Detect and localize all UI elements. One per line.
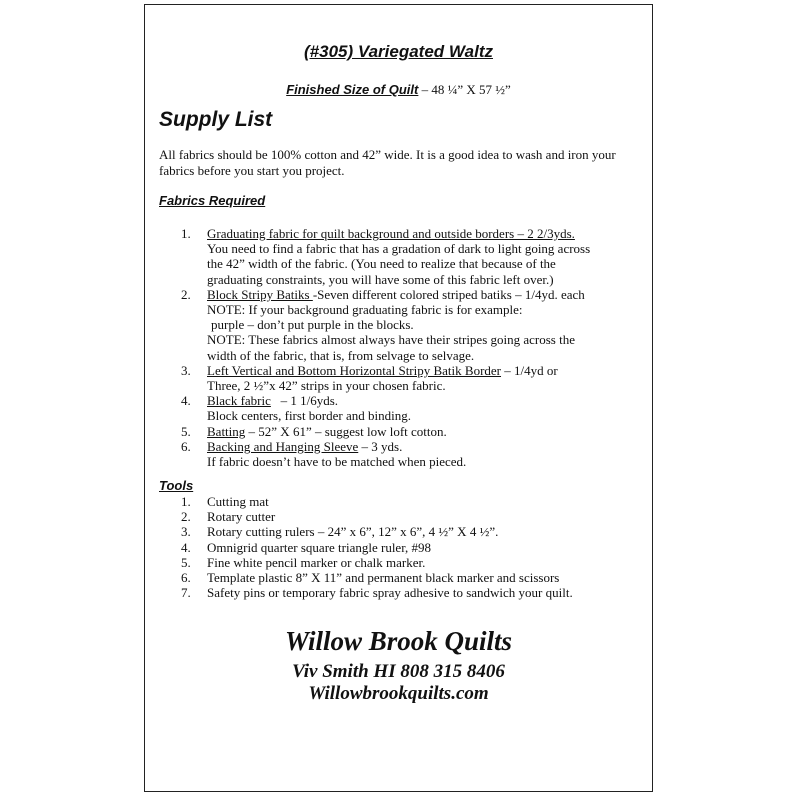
item-heading: Block Stripy Batiks <box>207 286 313 302</box>
fabric-item <box>145 363 647 393</box>
item-number: 3. <box>181 524 191 540</box>
item-number: 1. <box>181 226 191 241</box>
item-note-line: You need to find a fabric that has a gradation of dark to light going across <box>207 241 591 257</box>
tools-list <box>145 494 647 600</box>
tool-text: Template plastic 8” X 11” and permanent black marker and scissors <box>207 570 560 586</box>
pattern-page <box>144 4 653 792</box>
item-detail: – 52” X 61” – suggest low loft cotton. <box>245 423 447 439</box>
item-number: 6. <box>181 438 191 454</box>
fabrics-required-heading: Fabrics Required <box>159 193 266 208</box>
item-heading: Black fabric <box>207 393 271 409</box>
item-note-line: width of the fabric, that is, from selvage to selvage. <box>207 347 475 363</box>
tool-item <box>145 509 647 524</box>
item-note-line: If fabric doesn’t have to be matched when pieced. <box>207 454 467 470</box>
tool-text: Rotary cutting rulers – 24” x 6”, 12” x 6”, 4 ½” X 4 ½”. <box>207 524 499 540</box>
fabric-item <box>145 424 647 439</box>
item-number: 1. <box>181 494 191 509</box>
tool-item <box>145 494 647 509</box>
contact-info: Viv Smith HI 808 315 8406 <box>292 661 505 682</box>
item-number: 2. <box>181 286 191 302</box>
item-number: 6. <box>181 570 191 586</box>
item-number: 5. <box>181 554 191 570</box>
tool-item <box>145 555 647 570</box>
item-detail: – 3 yds. <box>358 438 403 454</box>
tool-text: Cutting mat <box>207 494 269 509</box>
fabric-item <box>145 226 647 287</box>
item-heading: Graduating fabric for quilt background and outside borders – 2 2/3yds. <box>207 226 575 241</box>
finished-size-label: Finished Size of Quilt <box>286 82 419 97</box>
item-note-line: Three, 2 ½”x 42” strips in your chosen fabric. <box>207 378 446 394</box>
item-note-line: Block centers, first border and binding. <box>207 408 411 424</box>
tool-text: Safety pins or temporary fabric spray adhesive to sandwich your quilt. <box>207 585 573 601</box>
fabrics-list <box>145 226 647 469</box>
item-number: 4. <box>181 393 191 409</box>
tool-item <box>145 540 647 555</box>
item-note-line: purple – don’t put purple in the blocks. <box>211 317 414 333</box>
item-number: 5. <box>181 423 191 439</box>
tool-item <box>145 585 647 600</box>
fabric-item <box>145 439 647 469</box>
tools-heading: Tools <box>159 478 194 493</box>
tool-text: Fine white pencil marker or chalk marker. <box>207 554 426 570</box>
item-note-line: NOTE: These fabrics almost always have their stripes going across the <box>207 332 575 348</box>
item-number: 7. <box>181 585 191 601</box>
item-note-line: the 42” width of the fabric. (You need to realize that because of the <box>207 256 556 272</box>
item-detail: – 1 1/6yds. <box>270 393 339 409</box>
item-detail: -Seven different colored striped batiks – 1/4yd. each <box>312 286 585 302</box>
tool-text: Rotary cutter <box>207 509 276 525</box>
fabric-item <box>145 287 647 363</box>
item-number: 2. <box>181 509 191 525</box>
pattern-title: (#305) Variegated Waltz <box>304 42 493 61</box>
item-note-line: graduating constraints, you will have some of this fabric left over.) <box>207 271 554 287</box>
item-number: 3. <box>181 362 191 378</box>
finished-size <box>145 81 652 99</box>
company-name: Willow Brook Quilts <box>284 626 513 656</box>
finished-size-value: – 48 ¼” X 57 ½” <box>418 82 511 97</box>
tool-text: Omnigrid quarter square triangle ruler, #98 <box>207 539 432 555</box>
supply-list-heading: Supply List <box>159 108 273 131</box>
item-heading: Left Vertical and Bottom Horizontal Stripy Batik Border <box>207 362 502 378</box>
item-heading: Batting <box>207 423 246 439</box>
tool-item <box>145 570 647 585</box>
item-heading: Backing and Hanging Sleeve <box>207 438 359 454</box>
item-note-line: NOTE: If your background graduating fabric is for example: <box>207 302 523 318</box>
intro-paragraph: All fabrics should be 100% cotton and 42” wide. It is a good idea to wash and iron your fabrics before you start you project. <box>159 147 616 178</box>
tool-item <box>145 524 647 539</box>
website: Willowbrookquilts.com <box>308 683 489 704</box>
item-number: 4. <box>181 539 191 555</box>
fabric-item <box>145 393 647 423</box>
item-detail: – 1/4yd or <box>501 362 558 378</box>
